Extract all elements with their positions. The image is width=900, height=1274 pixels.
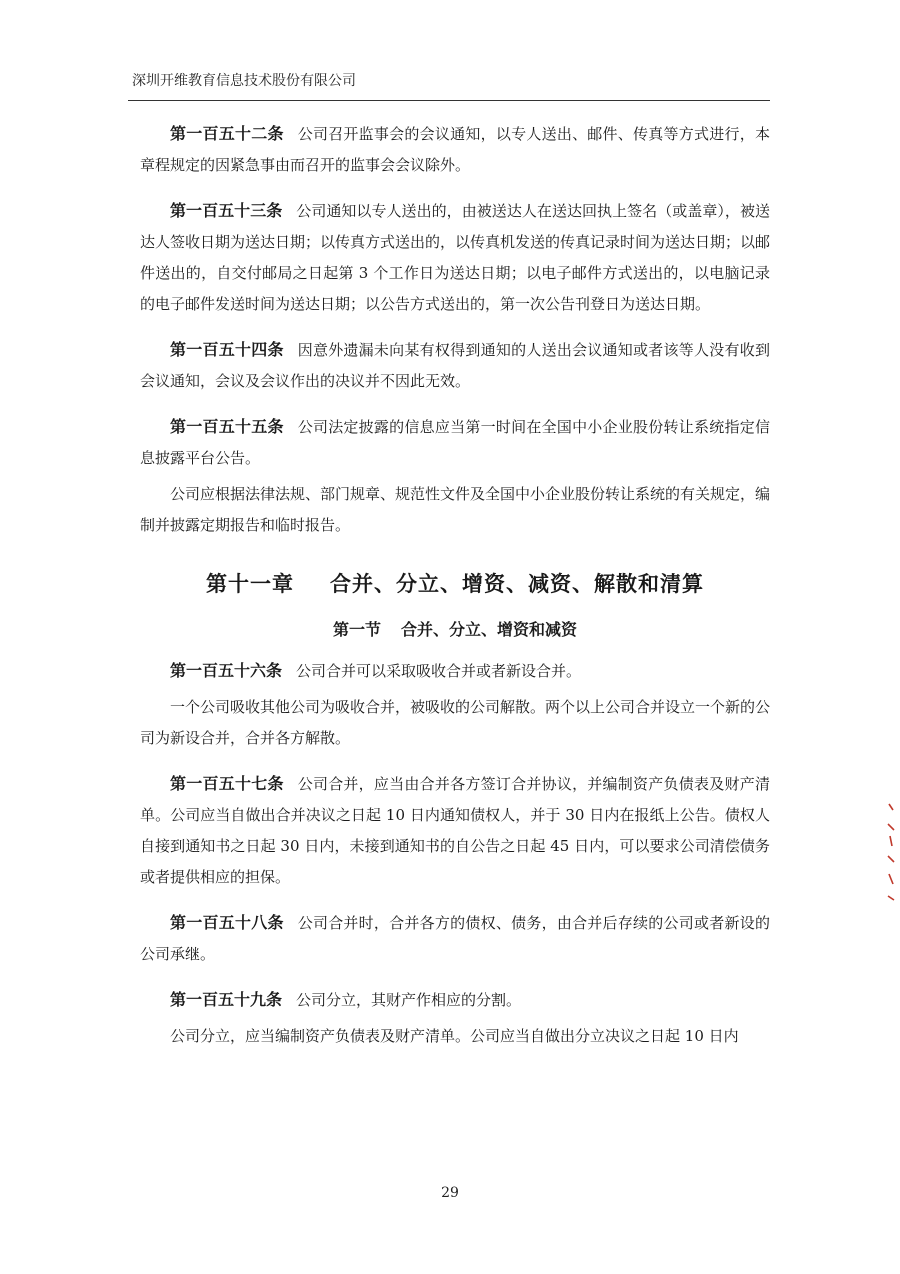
article-text: 公司法定披露的信息应当第一时间在全国中小企业股份转让系统指定信息披露平台公告。 <box>140 418 770 467</box>
seal-edge-mark <box>886 800 896 910</box>
article-152 <box>140 118 770 181</box>
article-154 <box>140 334 770 397</box>
article-text: 因意外遗漏未向某有权得到通知的人送出会议通知或者该等人没有收到会议通知，会议及会议作出的决议并不因此无效。 <box>140 341 770 390</box>
article-156 <box>140 655 770 687</box>
article-number: 第一百五十八条 <box>170 913 284 932</box>
article-number: 第一百五十七条 <box>170 774 284 793</box>
article-159-paragraph-2: 公司分立，应当编制资产负债表及财产清单。公司应当自做出分立决议之日起 10 日内 <box>170 1027 739 1045</box>
article-text: 公司分立，其财产作相应的分割。 <box>296 991 522 1009</box>
header-divider <box>128 100 770 101</box>
article-text: 公司通知以专人送出的，由被送达人在送达回执上签名（或盖章），被送达人签收日期为送达日期；以传真方式送出的，以传真机发送的传真记录时间为送达日期；以邮件送出的，自交付邮局之日起第 3 个工作日为送达日期；以电子邮件方式送出的，以电脑记录的电子邮件发送时间为送达日期；以公告方式送出的，第一次公告刊登日为送达日期。 <box>140 202 771 313</box>
section-heading <box>140 614 770 645</box>
article-text: 公司合并时，合并各方的债权、债务，由合并后存续的公司或者新设的公司承继。 <box>140 914 770 963</box>
chapter-number: 第十一章 <box>206 572 294 596</box>
article-number: 第一百五十三条 <box>170 201 283 220</box>
article-155 <box>140 411 770 474</box>
article-number: 第一百五十五条 <box>170 417 284 436</box>
article-text: 公司合并可以采取吸收合并或者新设合并。 <box>296 662 582 680</box>
article-159 <box>140 984 770 1016</box>
section-title: 合并、分立、增资和减资 <box>401 620 578 639</box>
article-text: 公司合并，应当由合并各方签订合并协议，并编制资产负债表及财产清单。公司应当自做出合并决议之日起 10 日内通知债权人，并于 30 日内在报纸上公告。债权人自接到通知书之日起 30 日内，未接到通知书的自公告之日起 45 日内，可以要求公司清偿债务或者提供相应的担保。 <box>140 775 770 886</box>
article-157 <box>140 768 770 893</box>
article-number: 第一百五十六条 <box>170 661 283 680</box>
chapter-title: 合并、分立、增资、减资、解散和清算 <box>330 572 704 596</box>
article-155-paragraph-2: 公司应根据法律法规、部门规章、规范性文件及全国中小企业股份转让系统的有关规定，编制并披露定期报告和临时报告。 <box>140 485 771 534</box>
page-number: 29 <box>441 1185 459 1201</box>
article-number: 第一百五十二条 <box>170 124 284 143</box>
article-number: 第一百五十四条 <box>170 340 284 359</box>
document-header: 深圳开维教育信息技术股份有限公司 <box>132 73 356 89</box>
document-body <box>140 118 770 1052</box>
article-153 <box>140 195 770 320</box>
article-156-paragraph-2: 一个公司吸收其他公司为吸收合并，被吸收的公司解散。两个以上公司合并设立一个新的公司为新设合并，合并各方解散。 <box>140 698 771 747</box>
article-158 <box>140 907 770 970</box>
section-number: 第一节 <box>332 620 381 639</box>
chapter-heading <box>140 569 770 600</box>
article-text: 公司召开监事会的会议通知，以专人送出、邮件、传真等方式进行，本章程规定的因紧急事由而召开的监事会会议除外。 <box>140 125 770 174</box>
article-number: 第一百五十九条 <box>170 990 283 1009</box>
